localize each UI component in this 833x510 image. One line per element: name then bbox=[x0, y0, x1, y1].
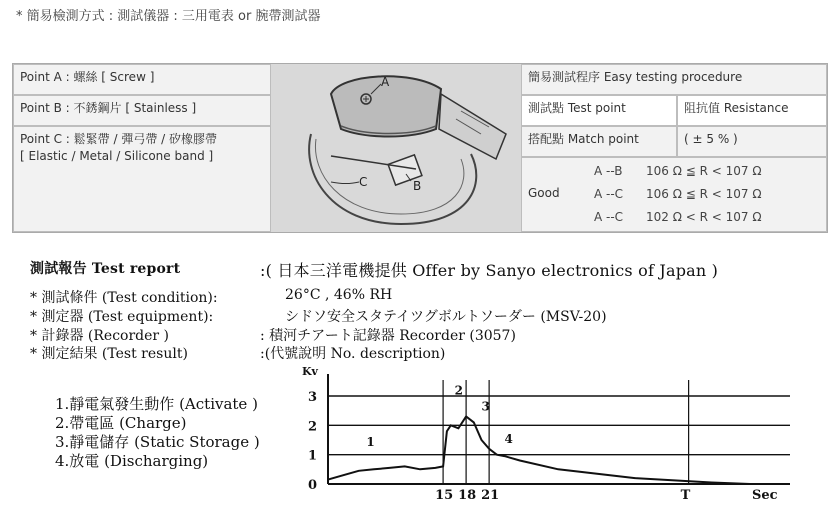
match-point-cell bbox=[521, 126, 677, 157]
legend-item: 4.放電 (Discharging) bbox=[55, 452, 209, 470]
y-tick-label: 1 bbox=[308, 448, 318, 464]
legend-item: 3.靜電儲存 (Static Storage ) bbox=[55, 433, 260, 451]
good-row bbox=[594, 210, 761, 224]
legend-item: 2.帶電區 (Charge) bbox=[55, 414, 187, 432]
point-a-label: Point A : 螺絲 [ Screw ] bbox=[20, 70, 155, 84]
diagram-label-a: A bbox=[381, 75, 390, 89]
tolerance-label: ( ± 5 % ) bbox=[684, 132, 738, 146]
report-title-text: 測試報告 Test report bbox=[30, 261, 181, 277]
good-cell bbox=[521, 157, 827, 232]
test-point-label: 測試點 Test point bbox=[528, 101, 626, 115]
y-axis-label: Kv bbox=[302, 366, 318, 378]
phase-legend bbox=[55, 393, 260, 469]
test-point-cell bbox=[521, 95, 677, 126]
point-a-cell bbox=[13, 64, 271, 95]
procedure-label: 簡易測試程序 Easy testing procedure bbox=[528, 70, 743, 84]
point-b-cell bbox=[13, 95, 271, 126]
voltage-chart-svg bbox=[300, 366, 810, 506]
y-tick-label: 3 bbox=[308, 390, 318, 405]
good-row-range: 106 Ω ≦ R < 107 Ω bbox=[646, 187, 762, 201]
point-c-sub: [ Elastic / Metal / Silicone band ] bbox=[20, 149, 214, 163]
x-axis-label: Sec bbox=[752, 488, 778, 503]
header-note: * 簡易檢測方式 : 測試儀器 : 三用電表 or 腕帶測試器 bbox=[16, 9, 321, 24]
report-line-value: : 積河チアート記錄器 Recorder (3057) bbox=[260, 328, 516, 344]
good-label: Good bbox=[528, 186, 560, 200]
spec-table bbox=[12, 63, 828, 233]
point-c-label: Point C : 鬆緊帶 / 彈弓帶 / 矽橡膠帶 bbox=[20, 132, 218, 146]
voltage-series-line bbox=[328, 417, 750, 485]
phase-label: 1 bbox=[366, 434, 375, 449]
phase-label: 4 bbox=[504, 431, 513, 446]
procedure-cell bbox=[521, 64, 827, 95]
x-tick-label: 18 bbox=[458, 488, 477, 503]
report-title-value: :( 日本三洋電機提供 Offer by Sanyo electronics of Japan ) bbox=[260, 261, 719, 280]
report-line-label: * 測試條件 (Test condition): bbox=[30, 290, 218, 306]
match-point-label: 搭配點 Match point bbox=[528, 132, 639, 146]
good-row bbox=[594, 187, 761, 201]
wristband-diagram bbox=[271, 64, 521, 232]
report-line bbox=[30, 325, 516, 345]
good-row-pair: A --B bbox=[594, 164, 623, 178]
legend-item: 1.靜電氣發生動作 (Activate ) bbox=[55, 395, 258, 413]
report-line-value: :(代號說明 No. description) bbox=[260, 346, 446, 362]
y-tick-label: 0 bbox=[308, 478, 318, 493]
good-row-pair: A --C bbox=[594, 210, 624, 224]
resistance-cell bbox=[677, 95, 827, 126]
good-row bbox=[594, 164, 761, 178]
point-b-label: Point B : 不銹鋼片 [ Stainless ] bbox=[20, 101, 197, 115]
x-tick-label: 21 bbox=[481, 488, 500, 503]
good-row-range: 102 Ω < R < 107 Ω bbox=[646, 210, 762, 224]
report-line-value: シドソ安全スタテイツグボルトソーダー (MSV-20) bbox=[285, 309, 607, 325]
point-c-cell bbox=[13, 126, 271, 232]
diagram-label-c: C bbox=[359, 175, 368, 189]
voltage-chart bbox=[300, 366, 810, 510]
report-line bbox=[30, 306, 607, 326]
diagram-label-b: B bbox=[413, 179, 422, 193]
report-line bbox=[30, 343, 446, 363]
phase-label: 3 bbox=[481, 399, 490, 414]
report-line-label: * 測定結果 (Test result) bbox=[30, 346, 188, 362]
x-tick-label: T bbox=[680, 488, 691, 503]
resistance-label: 阻抗值 Resistance bbox=[684, 101, 789, 115]
tolerance-cell bbox=[677, 126, 827, 157]
report-line-label: * 測定器 (Test equipment): bbox=[30, 309, 214, 325]
report-line-value: 26°C , 46% RH bbox=[285, 287, 393, 303]
report-title bbox=[30, 258, 719, 280]
good-row-pair: A --C bbox=[594, 187, 624, 201]
report-line bbox=[30, 287, 393, 307]
x-tick-label: 15 bbox=[435, 488, 454, 503]
report-line-label: * 計錄器 (Recorder ) bbox=[30, 328, 170, 344]
y-tick-label: 2 bbox=[308, 419, 318, 435]
good-row-range: 106 Ω ≦ R < 107 Ω bbox=[646, 164, 762, 178]
phase-label: 2 bbox=[454, 383, 463, 398]
